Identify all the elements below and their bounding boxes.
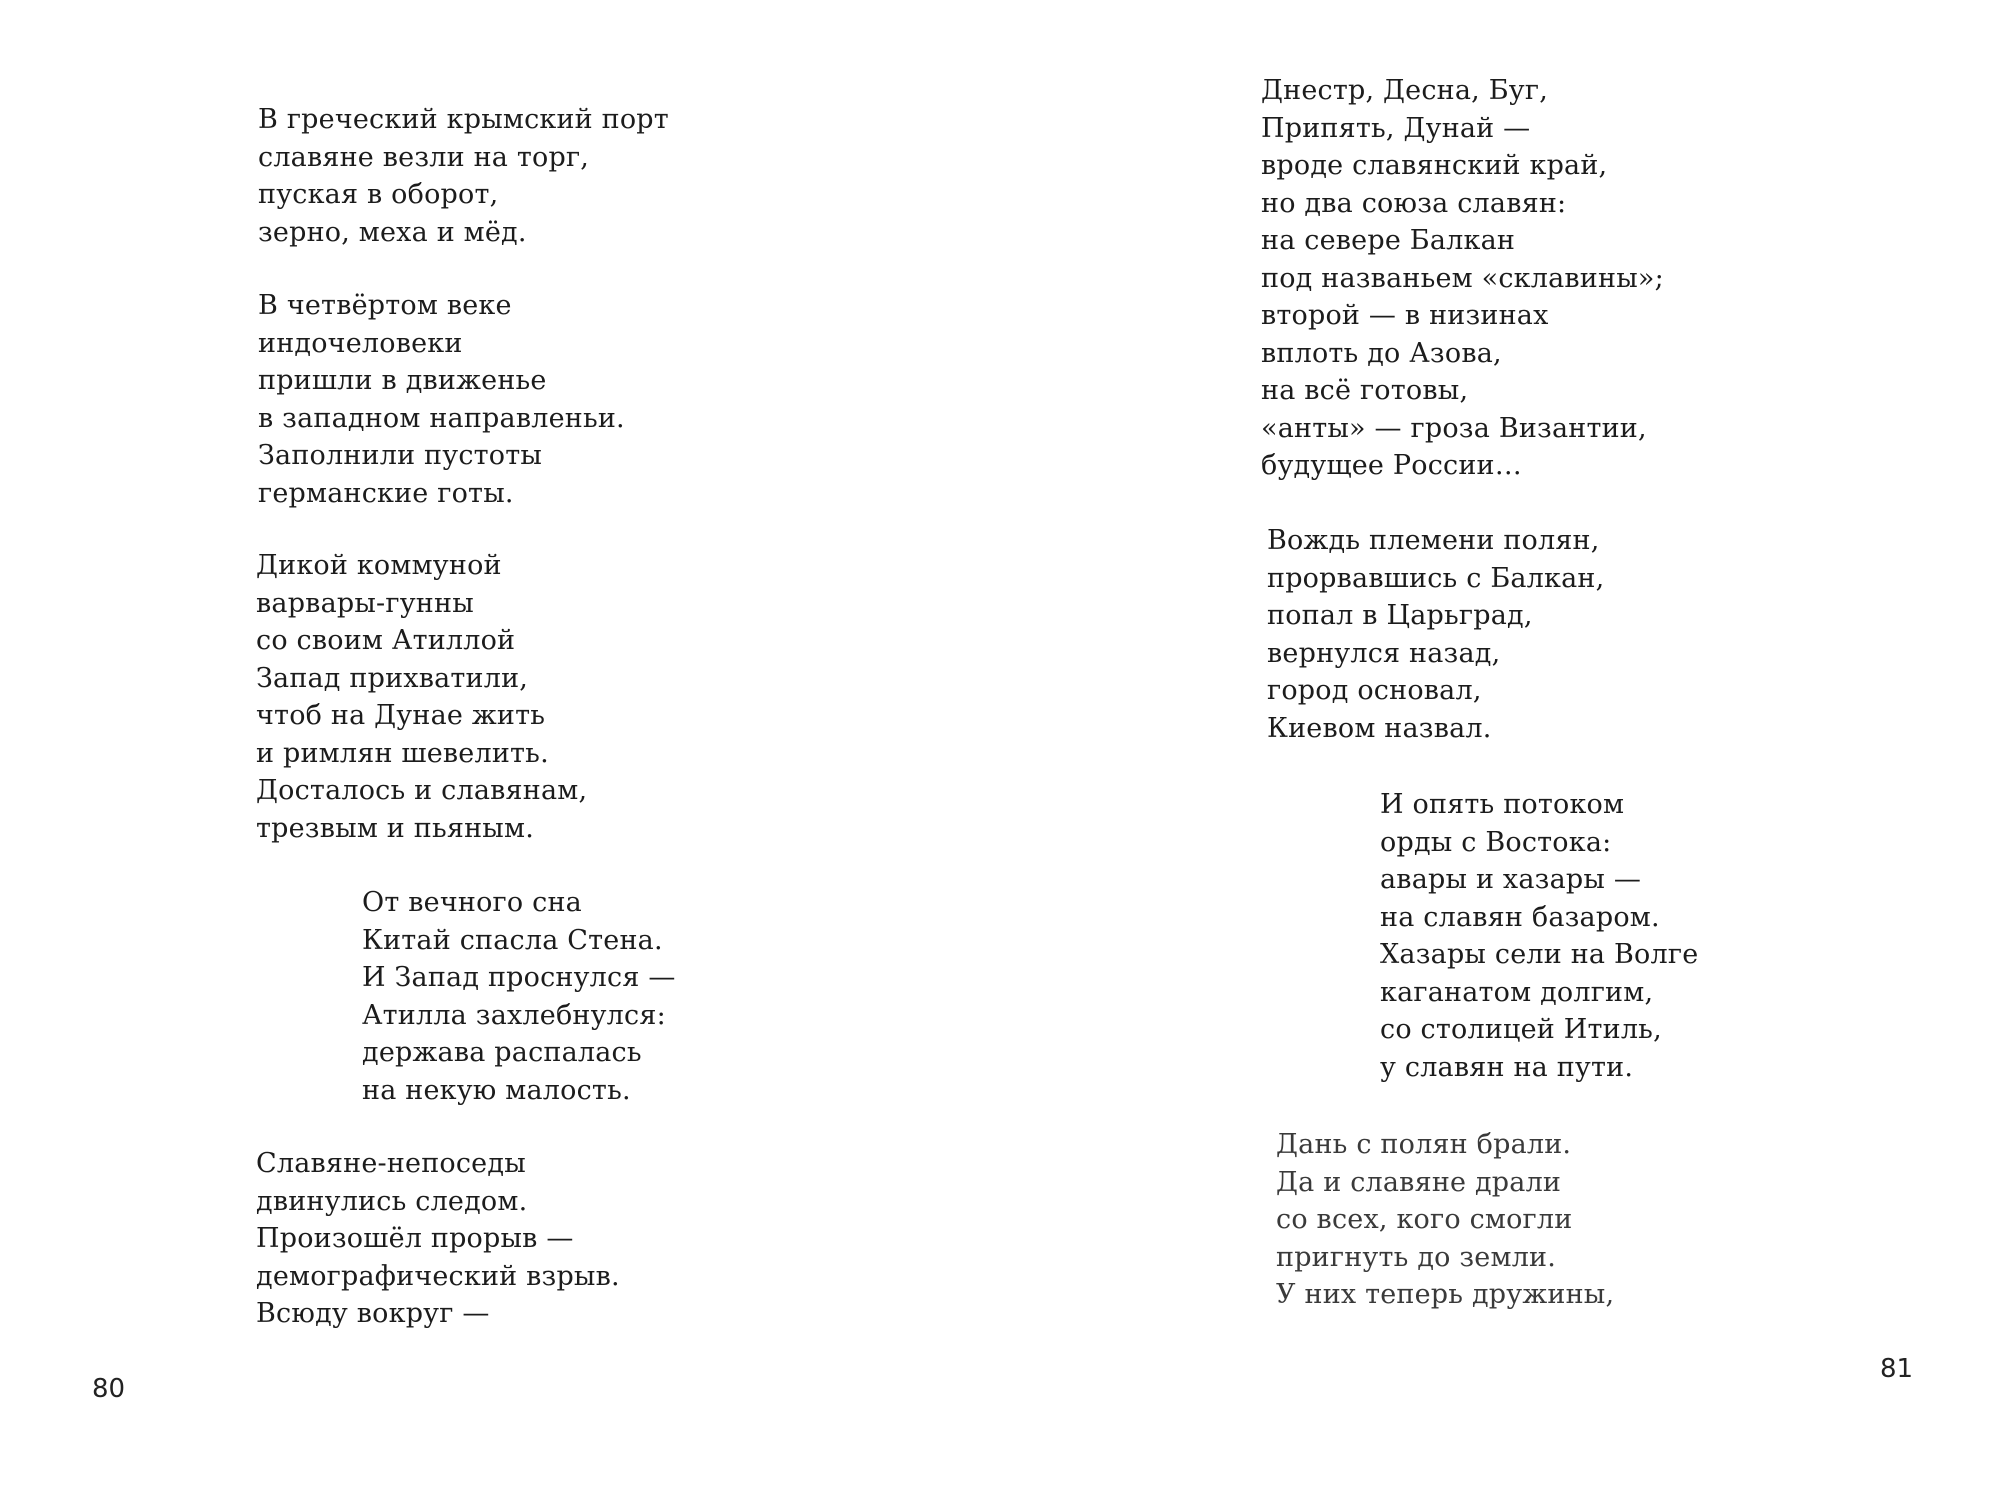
page-number: 80	[92, 1374, 126, 1404]
poem-line: Да и славяне драли	[1276, 1166, 1562, 1198]
poem-line: на севере Балкан	[1261, 225, 1516, 256]
poem-line: Китай спасла Стена.	[362, 924, 663, 956]
poem-line: Атилла захлебнулся:	[362, 999, 666, 1031]
poem-stanza	[256, 547, 587, 847]
poem-line: чтоб на Дунае жить	[256, 700, 546, 731]
poem-line: будущее России…	[1261, 450, 1522, 481]
poem-line: каганатом долгим,	[1380, 976, 1654, 1008]
right-page	[1000, 0, 2000, 1487]
poem-stanza	[258, 101, 669, 251]
poem-line: на некую малость.	[362, 1074, 631, 1106]
poem-line: со столицей Итиль,	[1380, 1014, 1662, 1045]
poem-line: Заполнили пустоты	[258, 440, 543, 471]
poem-line: вроде славянский край,	[1261, 150, 1608, 181]
poem-line: вернулся назад,	[1267, 637, 1501, 669]
poem-line: на славян базаром.	[1380, 901, 1660, 933]
poem-line: со своим Атиллой	[256, 625, 516, 656]
poem-line: Произошёл прорыв —	[256, 1223, 574, 1254]
poem-line: Вождь племени полян,	[1267, 525, 1600, 556]
poem-line: «анты» — гроза Византии,	[1261, 412, 1647, 444]
poem-line: От вечного сна	[362, 887, 582, 918]
poem-line: У них теперь дружины,	[1276, 1279, 1615, 1310]
poem-line: Славяне-непоседы	[256, 1148, 526, 1179]
poem-line: пригнуть до земли.	[1276, 1241, 1557, 1273]
poem-line: на всё готовы,	[1261, 375, 1469, 406]
poem-line: варвары-гунны	[256, 587, 474, 619]
poem-line: у славян на пути.	[1380, 1051, 1634, 1083]
poem-line: Дикой коммуной	[256, 550, 502, 581]
poem-line: демографический взрыв.	[256, 1260, 620, 1292]
poem-line: Всюду вокруг —	[256, 1298, 490, 1329]
poem-line: Дань с полян брали.	[1276, 1129, 1572, 1160]
poem-line: В четвёртом веке	[258, 290, 512, 321]
poem-stanza-indented	[1380, 786, 1698, 1086]
poem-line: индочеловеки	[258, 327, 463, 359]
poem-line: Киевом назвал.	[1267, 712, 1492, 744]
poem-stanza	[258, 287, 625, 512]
poem-line: держава распалась	[362, 1037, 642, 1068]
poem-line: Досталось и славянам,	[256, 775, 588, 806]
poem-line: второй — в низинах	[1261, 300, 1549, 331]
poem-line: прорвавшись с Балкан,	[1267, 562, 1605, 594]
poem-line: германские готы.	[258, 477, 514, 509]
poem-line: зерно, меха и мёд.	[258, 216, 527, 248]
poem-line: пуская в оборот,	[258, 179, 499, 210]
poem-line: авары и хазары —	[1380, 864, 1642, 895]
poem-line: вплоть до Азова,	[1261, 337, 1502, 369]
poem-stanza	[1267, 522, 1604, 747]
poem-line: город основал,	[1267, 675, 1482, 706]
poem-line: В греческий крымский порт	[258, 104, 669, 135]
poem-stanza	[1276, 1126, 1614, 1314]
poem-line: двинулись следом.	[256, 1185, 528, 1217]
poem-line: Хазары сели на Волге	[1380, 939, 1699, 970]
poem-line: под названьем «склавины»;	[1261, 262, 1664, 294]
poem-line: Днестр, Десна, Буг,	[1261, 75, 1548, 106]
poem-stanza	[256, 1145, 620, 1333]
poem-line: пришли в движенье	[258, 365, 547, 396]
poem-line: Припять, Дунай —	[1261, 112, 1531, 144]
poem-line: попал в Царьград,	[1267, 600, 1533, 631]
poem-line: в западном направленьи.	[258, 402, 625, 434]
poem-line: трезвым и пьяным.	[256, 812, 534, 844]
poem-line: со всех, кого смогли	[1276, 1204, 1573, 1235]
poem-line: И Запад проснулся —	[362, 962, 676, 993]
poem-line: но два союза славян:	[1261, 187, 1567, 219]
poem-stanza-indented	[362, 884, 676, 1109]
poem-line: орды с Востока:	[1380, 826, 1612, 858]
poem-line: и римлян шевелить.	[256, 737, 549, 769]
poem-line: славяне везли на торг,	[258, 141, 590, 173]
page-number: 81	[1880, 1354, 1914, 1384]
poem-line: Запад прихватили,	[256, 662, 529, 694]
poem-stanza	[1261, 72, 1664, 485]
poem-line: И опять потоком	[1380, 789, 1625, 820]
